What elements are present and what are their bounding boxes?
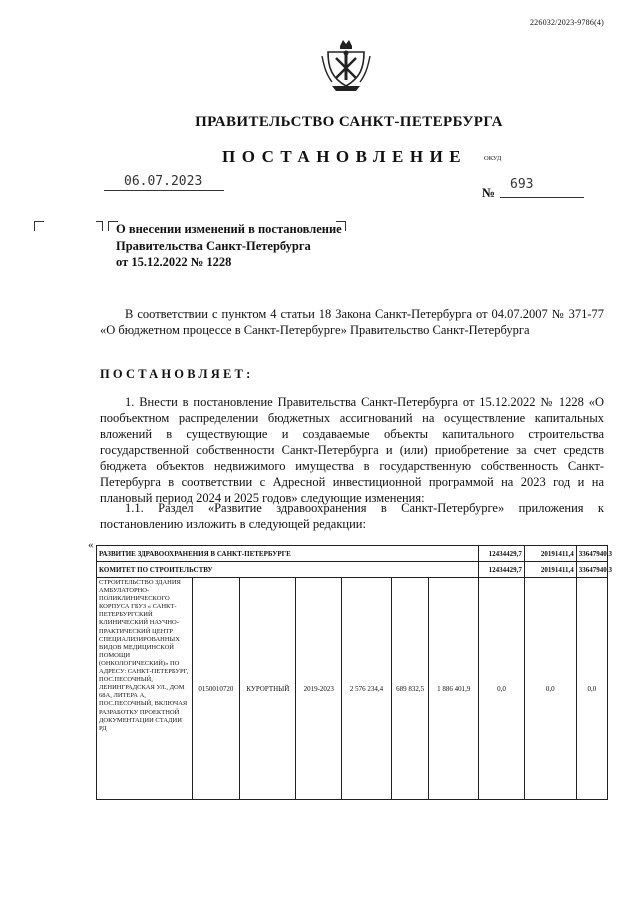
- date-underline: [104, 190, 224, 191]
- value-cell: 20191411,4: [524, 562, 576, 578]
- document-subject: [116, 221, 342, 271]
- number-sign: №: [482, 185, 496, 200]
- value-cell: 0,0: [576, 578, 607, 800]
- number-underline: [500, 197, 584, 198]
- investment-table: [96, 545, 613, 800]
- document-date: 06.07.2023: [124, 174, 203, 189]
- government-title: ПРАВИТЕЛЬСТВО САНКТ-ПЕТЕРБУРГА: [195, 114, 503, 130]
- coat-of-arms-icon: [318, 38, 374, 94]
- document-registration-number: 226032/2023-9786(4): [529, 18, 604, 27]
- document-number: 693: [510, 177, 534, 192]
- value-cell: 0,0: [524, 578, 576, 800]
- okud-label: ОКУД: [484, 155, 502, 162]
- item-1-1-paragraph: 1.1. Раздел «Развитие здравоохранения в Санкт-Петербурге» приложения к постановлению изложить в следующей редакции:: [100, 501, 604, 531]
- resolves-heading: ПОСТАНОВЛЯЕТ:: [100, 367, 254, 381]
- corner-mark: [96, 221, 103, 231]
- subject-line: О внесении изменений в постановление: [116, 222, 342, 236]
- table-row: [97, 562, 608, 578]
- item-1-paragraph: 1. Внести в постановление Правительства Санкт-Петербурга от 15.12.2022 № 1228 «О пообъектном распределении бюджетных ассигнований на осуществление капитальных вложений в существующие и создаваемые объекты капитального строительства государственной собственности Санкт-Петербурга и (или) приобретение за счет средств бюджета объектов недвижимого имущества в государственную собственность Санкт-Петербурга в соответствии с Адресной инвестиционной программой на 2023 год и на плановый период 2024 и 2025 годов» следующие изменения:: [100, 395, 604, 505]
- section-title-cell: РАЗВИТИЕ ЗДРАВООХРАНЕНИЯ В САНКТ-ПЕТЕРБУРГЕ: [97, 546, 479, 562]
- prior-funding-cell: 689 832,5: [391, 578, 428, 800]
- value-cell: 12434429,7: [479, 562, 525, 578]
- period-cell: 2019-2023: [296, 578, 342, 800]
- value-cell: 33647940,3: [576, 562, 607, 578]
- document-type-title: ПОСТАНОВЛЕНИЕ: [222, 147, 468, 166]
- district-cell: КУРОРТНЫЙ: [240, 578, 296, 800]
- opening-quote: «: [88, 539, 94, 551]
- table-row: [97, 546, 608, 562]
- subject-line: от 15.12.2022 № 1228: [116, 255, 232, 269]
- object-name-cell: СТРОИТЕЛЬСТВО ЗДАНИЯ АМБУЛАТОРНО-ПОЛИКЛИНИЧЕСКОГО КОРПУСА ГБУЗ « САНКТ-ПЕТЕРБУРГСКИЙ КЛИНИЧЕСКИЙ НАУЧНО-ПРАКТИЧЕСКИЙ ЦЕНТР СПЕЦИАЛИЗИРОВАННЫХ ВИДОВ МЕДИЦИНСКОЙ ПОМОЩИ (ОНКОЛОГИЧЕСКИЙ)» ПО АДРЕСУ: САНКТ-ПЕТЕРБУРГ, ПОС.ПЕСОЧНЫЙ, ЛЕНИНГРАДСКАЯ УЛ., ДОМ 68А, ЛИТЕРА А, ПОС.ПЕСОЧНЫЙ, ВКЛЮЧАЯ РАЗРАБОТКУ ПРОЕКТНОЙ ДОКУМЕНТАЦИИ СТАДИИ РД: [97, 578, 193, 800]
- committee-title-cell: КОМИТЕТ ПО СТРОИТЕЛЬСТВУ: [97, 562, 479, 578]
- remaining-cell: 1 886 401,9: [429, 578, 479, 800]
- total-cost-cell: 2 576 234,4: [342, 578, 392, 800]
- preamble-paragraph: В соответствии с пунктом 4 статьи 18 Закона Санкт-Петербурга от 04.07.2007 № 371-77 «О бюджетном процессе в Санкт-Петербурге» Правительство Санкт-Петербурга: [100, 307, 604, 337]
- value-cell: 12434429,7: [479, 546, 525, 562]
- code-cell: 0150010720: [192, 578, 240, 800]
- subject-line: Правительства Санкт-Петербурга: [116, 238, 311, 253]
- corner-mark: [34, 221, 44, 231]
- value-cell: 0,0: [479, 578, 525, 800]
- value-cell: 20191411,4: [524, 546, 576, 562]
- table-row: [97, 578, 608, 800]
- value-cell: 33647940,3: [576, 546, 607, 562]
